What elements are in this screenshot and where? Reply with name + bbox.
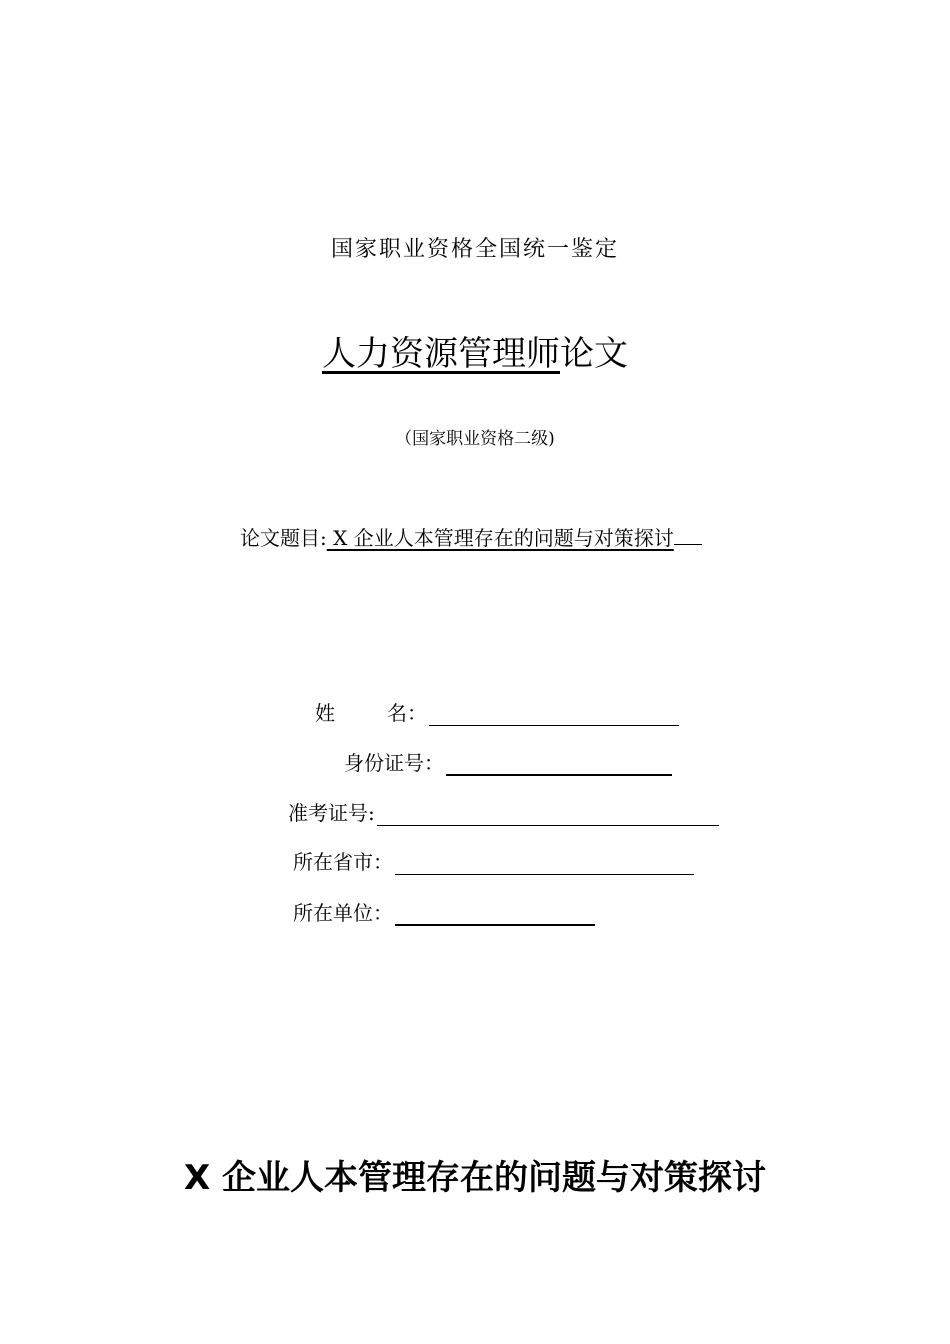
title-underlined-part: 人力资源管理师 xyxy=(322,334,560,374)
id-number-blank-line xyxy=(446,754,672,776)
unit-field xyxy=(293,897,595,926)
paper-title-heading: X 企业人本管理存在的问题与对策探讨 xyxy=(183,1158,767,1198)
name-label-second: 名： xyxy=(387,701,427,725)
id-number-label: 身份证号： xyxy=(344,751,444,775)
topic-label: 论文题目: xyxy=(240,526,327,550)
topic-value: X 企业人本管理存在的问题与对策探讨 xyxy=(326,526,674,550)
topic-underline-pad xyxy=(674,526,702,545)
name-label-first: 姓 xyxy=(315,701,335,725)
name-field xyxy=(315,697,679,726)
title-rest-part: 论文 xyxy=(560,334,628,374)
province-field xyxy=(293,846,694,875)
unit-blank-line xyxy=(395,904,595,926)
exam-number-field xyxy=(288,797,719,826)
topic-line xyxy=(240,522,702,551)
exam-number-blank-line xyxy=(377,805,719,826)
id-number-field xyxy=(344,747,672,776)
cover-subtitle: （国家职业资格二级) xyxy=(395,429,555,449)
exam-number-label: 准考证号: xyxy=(288,801,375,825)
name-blank-line xyxy=(429,705,679,726)
province-blank-line xyxy=(395,854,694,875)
cover-header: 国家职业资格全国统一鉴定 xyxy=(330,237,619,262)
unit-label: 所在单位： xyxy=(293,901,393,925)
cover-main-title xyxy=(0,326,950,375)
province-label: 所在省市： xyxy=(293,850,393,874)
